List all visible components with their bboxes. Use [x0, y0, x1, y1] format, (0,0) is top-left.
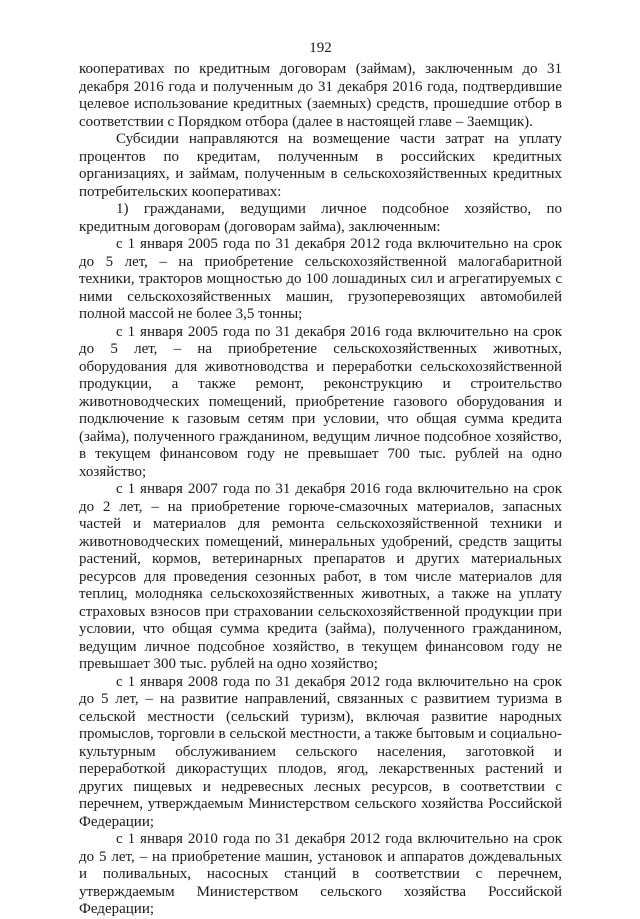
paragraph-machinery-2005-2012: с 1 января 2005 года по 31 декабря 2012 года включительно на срок до 5 лет, – на приобретение сельскохозяйственной малогабаритной техники, тракторов мощностью до 100 лошадиных сил и агрегатируемых с ними сельскохозяйственных машин, грузоперевозящих автомобилей полной массой не более 3,5 тонны; [79, 236, 562, 322]
paragraph-borrowers-definition: кооперативах по кредитным договорам (займам), заключенным до 31 декабря 2016 года и полученным до 31 декабря 2016 года, подтвердившие целевое использование кредитных (заемных) средств, прошедшие отбор в соответствии с Порядком отбора (далее в настоящей главе – Заемщик). [79, 61, 562, 130]
paragraph-animals-2005-2016: с 1 января 2005 года по 31 декабря 2016 года включительно на срок до 5 лет, – на приобретение сельскохозяйственных животных, оборудования для животноводства и переработки сельскохозяйственной продукции, а также ремонт, реконструкцию и строительство животноводческих помещений, приобретение газового оборудования и подключение к газовым сетям при условии, что общая сумма кредита (займа), полученного гражданином, ведущим личное подсобное хозяйство, в текущем финансовом году не превышает 700 тыс. рублей на одно хозяйство; [79, 323, 562, 480]
page-number: 192 [309, 40, 332, 56]
paragraph-materials-2007-2016: с 1 января 2007 года по 31 декабря 2016 года включительно на срок до 2 лет, – на приобретение горюче-смазочных материалов, запасных частей и материалов для ремонта сельскохозяйственной техники и животноводческих помещений, минеральных удобрений, средств защиты растений, кормов, ветеринарных препаратов и других материальных ресурсов для проведения сезонных работ, в том числе материалов для теплиц, молодняка сельскохозяйственных животных, а также на уплату страховых взносов при страховании сельскохозяйственной продукции при условии, что общая сумма кредита (займа), полученного гражданином, ведущим личное подсобное хозяйство, в текущем финансовом году не превышает 300 тыс. рублей на одно хозяйство; [79, 481, 562, 672]
paragraph-tourism-2008-2012: с 1 января 2008 года по 31 декабря 2012 года включительно на срок до 5 лет, – на развитие направлений, связанных с развитием туризма в сельской местности (сельский туризм), включая развитие народных промыслов, торговли в сельской местности, а также бытовым и социально-культурным обслуживанием сельского населения, заготовкой и переработкой дикорастущих плодов, ягод, лекарственных растений и других пищевых и недревесных лесных ресурсов, в соответствии с перечнем, утверждаемым Министерством сельского хозяйства Российской Федерации; [79, 673, 562, 830]
paragraph-item-1-citizens: 1) гражданами, ведущими личное подсобное хозяйство, по кредитным договорам (договорам займа), заключенным: [79, 201, 562, 235]
paragraph-subsidies-purpose: Субсидии направляются на возмещение части затрат на уплату процентов по кредитам, полученным в российских кредитных организациях, и займам, полученным в сельскохозяйственных кредитных потребительских кооперативах: [79, 131, 562, 200]
paragraph-irrigation-2010-2012: с 1 января 2010 года по 31 декабря 2012 года включительно на срок до 5 лет, – на приобретение машин, установок и аппаратов дождевальных и поливальных, насосных станций в соответствии с перечнем, утверждаемым Министерством сельского хозяйства Российской Федерации; [79, 831, 562, 917]
document-page [79, 38, 562, 919]
